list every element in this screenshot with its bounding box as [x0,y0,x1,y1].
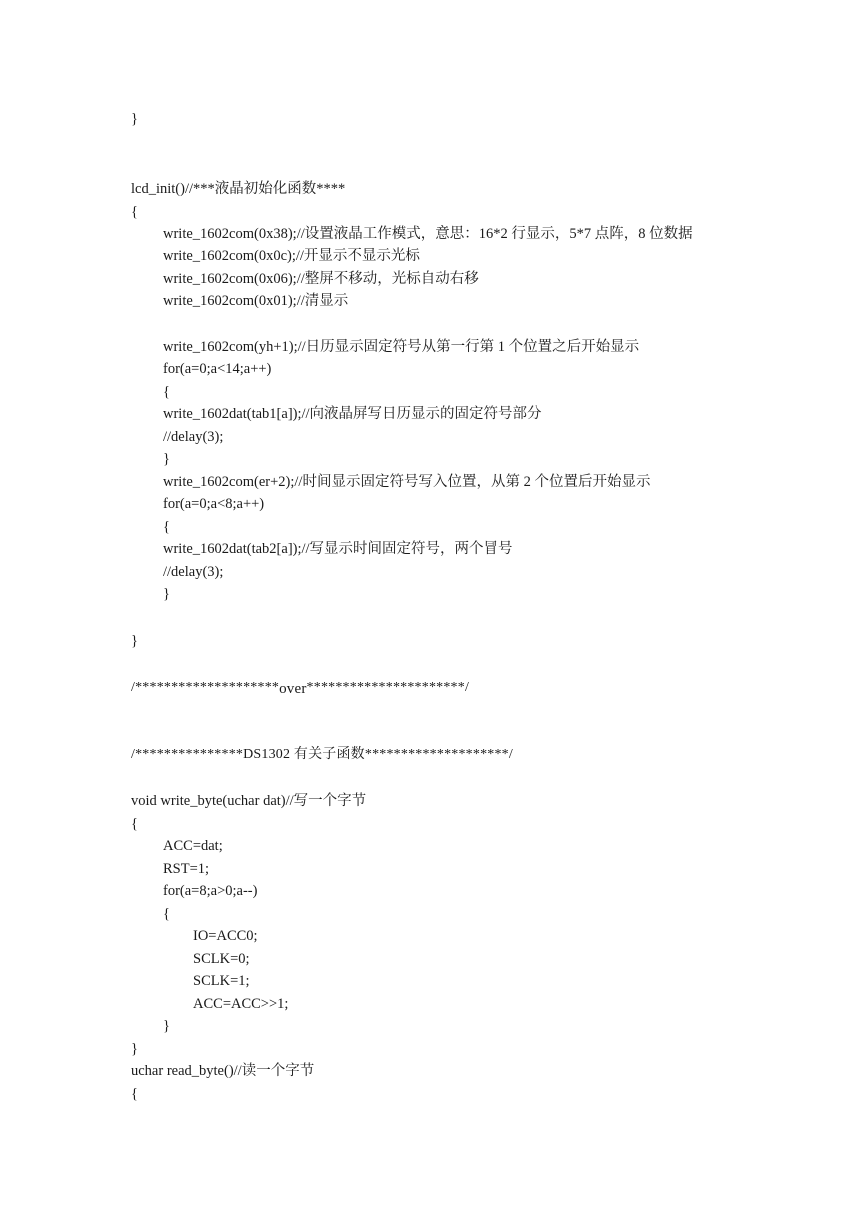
code-line: } [131,111,138,127]
code-line: //delay(3); [163,429,224,445]
code-line: RST=1; [163,861,210,877]
code-line: write_1602com(er+2);//时间显示固定符号写入位置，从第 2 个位置后开始显示 [163,474,651,490]
code-line: { [163,384,170,400]
code-line: SCLK=0; [193,951,250,967]
code-line: write_1602com(yh+1);//日历显示固定符号从第一行第 1 个位置之后开始显示 [163,339,640,355]
code-line: IO=ACC0; [193,928,258,944]
code-line: } [131,633,138,649]
separator-line [131,678,469,697]
code-line: ACC=ACC>>1; [193,996,289,1012]
code-line: } [163,586,170,602]
code-line: write_1602com(0x38);//设置液晶工作模式，意思：16*2 行显示，5*7 点阵，8 位数据 [163,226,693,242]
code-line: } [163,1018,170,1034]
code-line: ACC=dat; [163,838,223,854]
code-line: for(a=8;a>0;a--) [163,883,258,899]
code-line: void write_byte(uchar dat)//写一个字节 [131,793,367,809]
code-line: write_1602dat(tab2[a]);//写显示时间固定符号，两个冒号 [163,541,513,557]
separator-left: /******************** [131,680,280,695]
code-line: { [163,906,170,922]
code-line: lcd_init()//***液晶初始化函数**** [131,181,346,197]
code-line: for(a=0;a<8;a++) [163,496,265,512]
code-line: uchar read_byte()//读一个字节 [131,1063,315,1079]
code-line: SCLK=1; [193,973,250,989]
code-line: //delay(3); [163,564,224,580]
code-line: { [131,816,138,832]
code-line: { [163,519,170,535]
code-line: } [163,451,170,467]
code-line: } [131,1041,138,1057]
section-header-line: /***************DS1302 有关子函数********************/ [131,747,513,762]
code-line: write_1602dat(tab1[a]);//向液晶屏写日历显示的固定符号部分 [163,406,542,422]
code-line: for(a=0;a<14;a++) [163,361,272,377]
code-line: write_1602com(0x01);//清显示 [163,293,349,309]
code-line: { [131,1086,138,1102]
code-line: write_1602com(0x06);//整屏不移动，光标自动右移 [163,271,479,287]
code-line: write_1602com(0x0c);//开显示不显示光标 [163,248,420,264]
separator-over-word: over [279,681,307,697]
separator-right: **********************/ [306,680,470,695]
code-line: { [131,204,138,220]
